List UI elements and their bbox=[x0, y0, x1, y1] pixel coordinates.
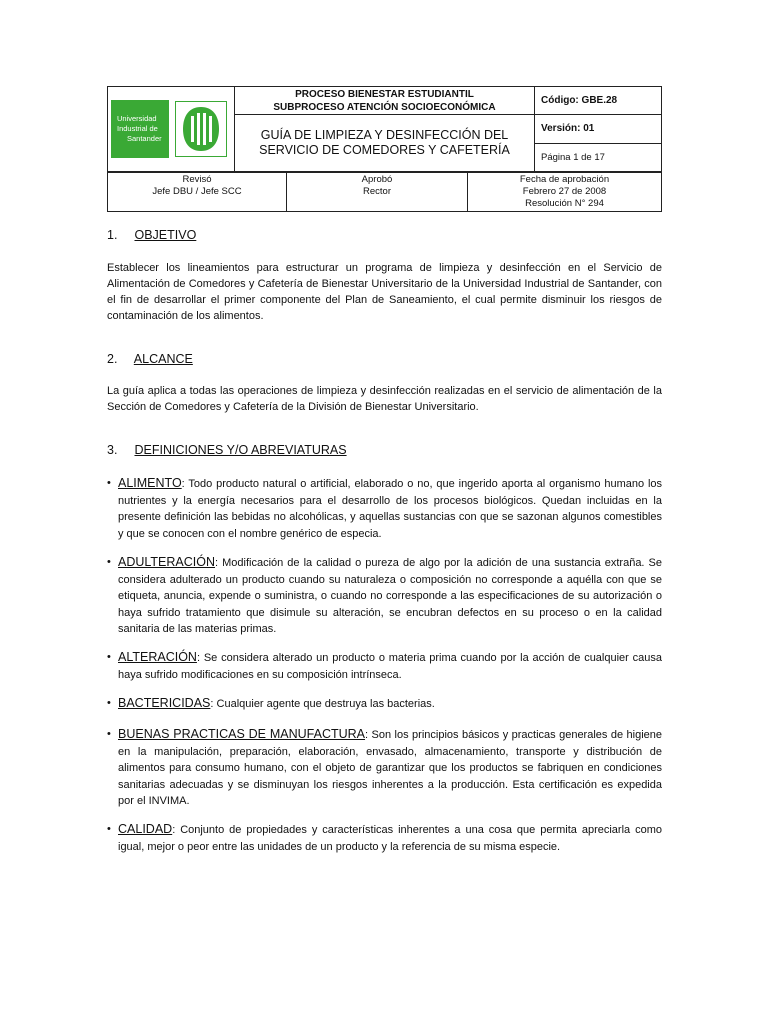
definition-term: BUENAS PRACTICAS DE MANUFACTURA bbox=[118, 727, 366, 741]
logo-text-line: Santander bbox=[127, 134, 162, 143]
logo-text-line: Industrial de bbox=[117, 124, 158, 133]
bullet-icon: • bbox=[107, 823, 111, 835]
section-heading-definiciones bbox=[107, 443, 347, 457]
resolution-value: Resolución N° 294 bbox=[525, 198, 604, 209]
revised-value: Jefe DBU / Jefe SCC bbox=[152, 186, 242, 197]
definition-term: ALIMENTO bbox=[118, 476, 182, 490]
definition-text: Cualquier agente que destruya las bacterias. bbox=[216, 698, 435, 710]
approved-value: Rector bbox=[363, 186, 391, 197]
section-heading-objetivo bbox=[107, 228, 196, 242]
bullet-icon: • bbox=[107, 697, 111, 709]
bullet-icon: • bbox=[107, 477, 111, 489]
code-cell: Código: GBE.28 bbox=[535, 87, 662, 115]
definition-term: CALIDAD bbox=[118, 822, 173, 836]
logo-text-box bbox=[111, 100, 169, 158]
definition-item: • BACTERICIDAS: Cualquier agente que destruya las bacterias. bbox=[107, 696, 435, 710]
section-title: ALCANCE bbox=[133, 352, 193, 366]
section-number: 1. bbox=[107, 228, 118, 242]
definition-text: Conjunto de propiedades y características inherentes a una cosa que permita apreciarla como igual, mejor o peor entre las unidades de un producto y la referencia de su misma especie. bbox=[118, 824, 662, 853]
date-label: Fecha de aprobación bbox=[519, 174, 610, 185]
alcance-paragraph: La guía aplica a todas las operaciones de limpieza y desinfección realizadas en el servicio de alimentación de la Sección de Comedores y Cafetería de la División de Bienestar Universitario. bbox=[107, 385, 662, 413]
uis-logo bbox=[108, 87, 234, 171]
approved-label: Aprobó bbox=[361, 174, 393, 185]
bullet-icon: • bbox=[107, 556, 111, 568]
bullet-icon: • bbox=[107, 728, 111, 740]
section-number: 3. bbox=[107, 443, 118, 457]
definition-text: Todo producto natural o artificial, elaborado o no, que ingerido aporta al organismo humano los nutrientes y la energía necesarios para el desarrollo de los procesos biológicos. Quedan incluidas en la presente definición las bebidas no alcohólicas, y aquellas sustancias con que se sazonan algunos comestibles y que se conocen con el nombre genérico de especia. bbox=[118, 478, 663, 540]
subprocess-title: SUBPROCESO ATENCIÓN SOCIOECONÓMICA bbox=[273, 101, 496, 113]
logo-text-line: Universidad bbox=[117, 114, 157, 123]
approval-table bbox=[107, 172, 662, 212]
section-heading-alcance bbox=[107, 352, 193, 366]
definition-item: • BUENAS PRACTICAS DE MANUFACTURA: Son los principios básicos y practicas generales de higiene en la manipulación, preparación, elaboración, envasado, almacenamiento, transporte y distribución de alimentos para consumo humano, con el objeto de garantizar que los productos se fabriquen en condiciones sanitarias adecuadas y se disminuyan los riesgos inherentes a la producción. Esta certificación es expedida por el INVIMA. bbox=[107, 727, 662, 807]
uis-emblem-icon bbox=[175, 101, 227, 157]
approval-date-cell bbox=[468, 173, 662, 212]
definition-term: ADULTERACIÓN bbox=[118, 555, 216, 569]
definition-text: Modificación de la calidad o pureza de algo por la adición de una sustancia extraña. Se considera adulterado un producto cuando su naturaleza o composición no corresponde a aquélla con que se etiqueta, anuncia, expende o suministra, o cuando no corresponde a las especificaciones de su autorización o haya sufrido tratamiento que disimule su alteración, se encubran defectos en su proceso o en la calidad sanitaria de las materias primas. bbox=[118, 557, 662, 635]
page-number-cell: Página 1 de 17 bbox=[535, 143, 662, 172]
objetivo-paragraph: Establecer los lineamientos para estructurar un programa de limpieza y desinfección en el Servicio de Alimentación de Comedores y Cafetería de Bienestar Universitario de la Universidad Industrial de Santander, con el fin de desarrollar el primer componente del Plan de Saneamiento, el cual permite disminuir los riesgos de contaminación de los alimentos. bbox=[107, 262, 662, 322]
date-value: Febrero 27 de 2008 bbox=[522, 186, 607, 197]
section-number: 2. bbox=[107, 352, 118, 366]
definition-term: BACTERICIDAS bbox=[118, 696, 211, 710]
definition-item: • ALTERACIÓN: Se considera alterado un producto o materia prima cuando por la acción de cualquier causa haya sufrido modificaciones en su composición intrínseca. bbox=[107, 650, 662, 681]
process-title: PROCESO BIENESTAR ESTUDIANTIL bbox=[295, 88, 474, 100]
header-table bbox=[107, 86, 662, 172]
section-title: OBJETIVO bbox=[134, 228, 197, 242]
definition-term: ALTERACIÓN bbox=[118, 650, 197, 664]
guide-title-line: SERVICIO DE COMEDORES Y CAFETERÍA bbox=[259, 143, 510, 157]
revised-cell bbox=[108, 173, 287, 212]
definition-item: • CALIDAD: Conjunto de propiedades y características inherentes a una cosa que permita apreciarla como igual, mejor o peor entre las unidades de un producto y la referencia de su misma especie. bbox=[107, 822, 662, 853]
logo-cell bbox=[108, 87, 235, 172]
version-cell: Versión: 01 bbox=[535, 115, 662, 144]
bullet-icon: • bbox=[107, 651, 111, 663]
definition-item: • ADULTERACIÓN: Modificación de la calidad o pureza de algo por la adición de una sustancia extraña. Se considera adulterado un producto cuando su naturaleza o composición no corresponde a aquélla con que se etiqueta, anuncia, expende o suministra, o cuando no corresponde a las especificaciones de su autorización o haya sufrido tratamiento que disimule su alteración, se encubran defectos en su proceso o en la calidad sanitaria de las materias primas. bbox=[107, 555, 662, 635]
guide-title-line: GUÍA DE LIMPIEZA Y DESINFECCIÓN DEL bbox=[260, 128, 509, 142]
definition-text: Son los principios básicos y practicas generales de higiene en la manipulación, preparación, elaboración, envasado, almacenamiento, transporte y distribución de alimentos para consumo humano, con el objeto de garantizar que los productos se fabriquen en condiciones sanitarias adecuadas y se disminuyan los riesgos inherentes a la producción. Esta certificación es expedida por el INVIMA. bbox=[118, 729, 662, 807]
section-title: DEFINICIONES Y/O ABREVIATURAS bbox=[134, 443, 347, 457]
approved-cell bbox=[287, 173, 468, 212]
revised-label: Revisó bbox=[182, 174, 212, 185]
definition-text: Se considera alterado un producto o materia prima cuando por la acción de cualquier causa haya sufrido modificaciones en su composición intrínseca. bbox=[118, 652, 662, 681]
definition-item: • ALIMENTO: Todo producto natural o artificial, elaborado o no, que ingerido aporta al organismo humano los nutrientes y la energía necesarios para el desarrollo de los procesos biológicos. Quedan incluidas en la presente definición las bebidas no alcohólicas, y aquellas sustancias con que se sazonan algunos comestibles y que se conocen con el nombre genérico de especia. bbox=[107, 476, 663, 540]
guide-title-cell bbox=[235, 115, 535, 172]
process-cell bbox=[235, 87, 535, 115]
